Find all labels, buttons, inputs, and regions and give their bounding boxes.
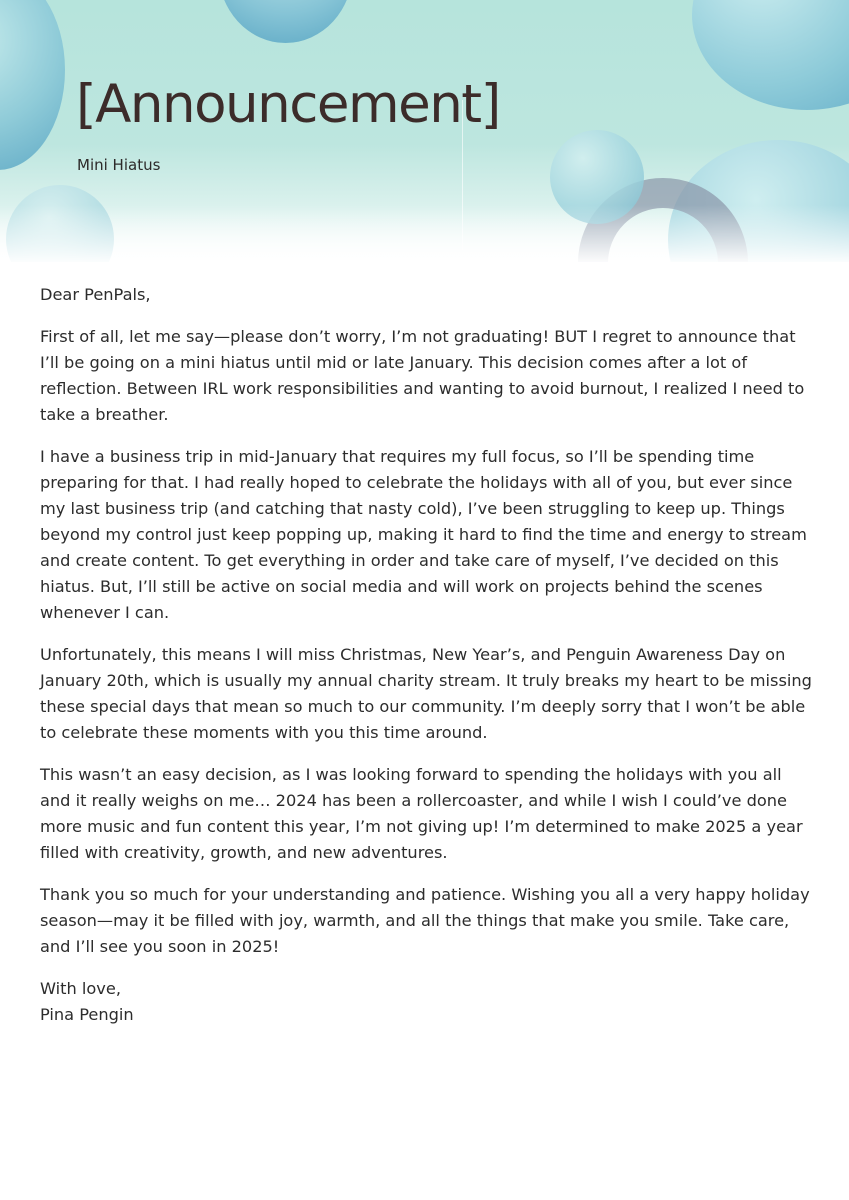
bubble-decoration xyxy=(0,0,65,170)
bubble-decoration xyxy=(692,0,849,110)
paragraph: Thank you so much for your understanding and patience. Wishing you all a very happy holiday season—may it be filled with joy, warmth, and all the things that make you smile. Take care, and I’ll see you soon in 2025! xyxy=(40,885,810,956)
signature: Pina Pengin xyxy=(40,1005,134,1024)
signoff: With love, xyxy=(40,979,121,998)
header-fade xyxy=(0,205,849,262)
header-banner xyxy=(0,0,849,262)
paragraph: This wasn’t an easy decision, as I was looking forward to spending the holidays with you all and it really weighs on me… 2024 has been a rollercoaster, and while I wish I could’ve done more music and fun content this year, I’m not giving up! I’m determined to make 2025 a year filled with creativity, growth, and new adventures. xyxy=(40,765,803,862)
letter-body xyxy=(40,282,815,1028)
page-subtitle: Mini Hiatus xyxy=(77,156,161,174)
paragraph: First of all, let me say—please don’t worry, I’m not graduating! BUT I regret to announce that I’ll be going on a mini hiatus until mid or late January. This decision comes after a lot of reflection. Between IRL work responsibilities and wanting to avoid burnout, I realized I need to take a breather. xyxy=(40,327,805,424)
bubble-decoration xyxy=(218,0,353,43)
paragraph: Unfortunately, this means I will miss Christmas, New Year’s, and Penguin Awareness Day on January 20th, which is usually my annual charity stream. It truly breaks my heart to be missing these special days that mean so much to our community. I’m deeply sorry that I won’t be able to celebrate these moments with you this time around. xyxy=(40,645,812,742)
closing xyxy=(40,976,815,1028)
paragraph: I have a business trip in mid-January that requires my full focus, so I’ll be spending time preparing for that. I had really hoped to celebrate the holidays with all of you, but ever since my last business trip (and catching that nasty cold), I’ve been struggling to keep up. Things beyond my control just keep popping up, making it hard to find the time and energy to stream and create content. To get everything in order and take care of myself, I’ve decided on this hiatus. But, I’ll still be active on social media and will work on projects behind the scenes whenever I can. xyxy=(40,447,807,622)
greeting: Dear PenPals, xyxy=(40,285,151,304)
page-title: [Announcement] xyxy=(76,74,500,135)
